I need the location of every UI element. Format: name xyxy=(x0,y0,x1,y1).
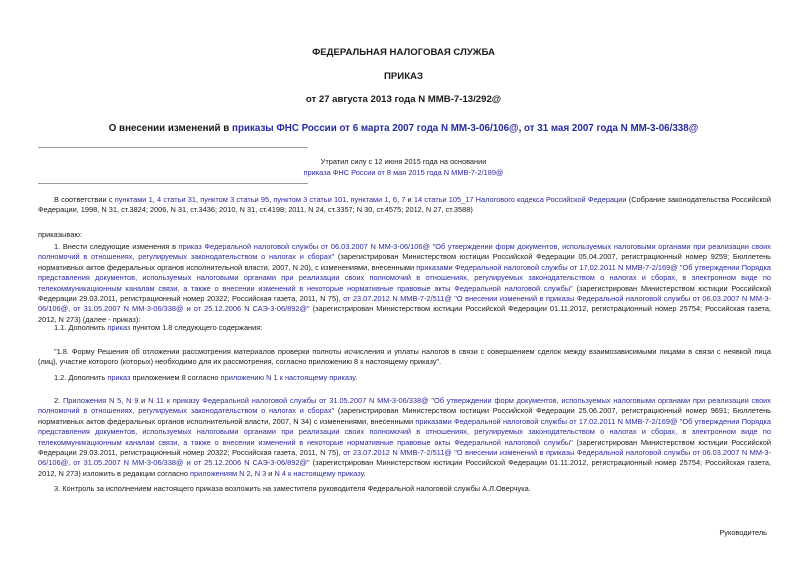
item2-link-appendix-9[interactable]: N 9 xyxy=(126,396,139,405)
intro-paragraph: В соответствии с пунктами 1, 4 статьи 31, пунктом 3 статьи 95, пунктом 3 статьи 101, пунктами 1, 6, 7 и 14 статьи 105_17 Налогового кодекса Российской Федерации (Собрание законодательства Российской Федерации, 1998, N 31, ст.3824; 2006, N 31, ст.3436; 2010, N 31, ст.4198; 2011, N 24, ст.3357; N 30, ст.4575; 2012, N 27, ст.3588) xyxy=(38,195,772,215)
item2-link-appendix-5[interactable]: Приложения N 5 xyxy=(62,396,122,405)
quote-1-8: "1.8. Форму Решения об отложении рассмотрения материалов проверки полноты исчисления и уплаты налогов в связи с совершением сделок между взаимозависимыми лицами в связи с неявкой лица (лиц), участие которого (которых) необходимо для их рассмотрения, согласно приложению 8 к настоящему приказу". xyxy=(38,347,771,367)
intro-link[interactable]: пунктом 3 статьи 101 xyxy=(273,195,347,204)
intro-link[interactable]: пунктом 3 статьи 95 xyxy=(200,195,270,204)
subject-link-order-338[interactable]: от 31 мая 2007 года N ММ-3-06/338@ xyxy=(524,123,699,134)
order-word: приказываю: xyxy=(38,230,82,239)
item2-link-order-511[interactable]: от 23.07.2012 N ММВ-7-2/511@ "О внесении изменений в приказы Федеральной налоговой службы от 06.03.2007 N ММ-3-06/106@, от 31.05.2007 N ММ-3-06/338@ и от 25.12.2006 N САЭ-3-06/892@" xyxy=(38,448,772,468)
intro-link[interactable]: 4 статьи 31 xyxy=(157,195,197,204)
item2-link-appendix-4[interactable]: N 4 к настоящему приказу xyxy=(274,468,364,478)
item-1: 1. Внести следующие изменения в приказ Федеральной налоговой службы от 06.03.2007 N ММ-3-06/106@ "Об утверждении форм документов, используемых налоговыми органами при реализации своих полномочий в отношениях, регулируемых законодательством о налогах и сборах" (зарегистрирован Министерством юстиции Российской Федерации 05.04.2007, регистрационный номер 9259; Бюллетень нормативных актов федеральных органов исполнительной власти, 2007, N 20), с изменениями, внесенными приказами Федеральной налоговой службы от 17.02.2011 N ММВ-7-2/169@ "Об утверждении Порядка представления документов, используемых налоговыми органами при реализации своих полномочий в отношениях, регулируемых законодательством о налогах и сборах, в электронном виде по телекоммуникационным каналам связи, а также о внесении изменений в некоторые нормативные правовые акты Федеральной налоговой службы" (зарегистрирован Министерством юстиции Российской Федерации 29.03.2011, регистрационный номер 20322; Российская газета, 2011, N 75), от 23.07.2012 N ММВ-7-2/511@ "О внесении изменений в приказы Федеральной налоговой службы от 06.03.2007 N ММ-3-06/106@, от 31.05.2007 N ММ-3-06/338@ и от 25.12.2006 N САЭ-3-06/892@" (зарегистрирован Министерством юстиции Российской Федерации 01.11.2012, регистрационный номер 25754; Российская газета, 2012, N 273) (далее - приказ): xyxy=(38,242,772,324)
item-2: 2. Приложения N 5, N 9 и N 11 к приказу Федеральной налоговой службы от 31.05.2007 N ММ-3-06/338@ "Об утверждении форм документов, используемых налоговыми органами при реализации своих полномочий в отношениях, регулируемых законодательством о налогах и сборах" (зарегистрирован Министерством юстиции Российской Федерации 25.06.2007, регистрационный номер 9691; Бюллетень нормативных актов федеральных органов исполнительной власти, 2007, N 34) с изменениями, внесенными приказами Федеральной налоговой службы от 17.02.2011 N ММВ-7-2/169@ "Об утверждении Порядка представления документов, используемых налоговыми органами при реализации своих полномочий в отношениях, регулируемых законодательством о налогах и сборах, в электронном виде по телекоммуникационным каналам связи, а также о внесении изменений в некоторые нормативные правовые акты Федеральной налоговой службы" (зарегистрирован Министерством юстиции Российской Федерации 29.03.2011, регистрационный номер 20322; Российская газета, 2011, N 75), от 23.07.2012 N ММВ-7-2/511@ "О внесении изменений в приказы Федеральной налоговой службы от 06.03.2007 N ММ-3-06/106@, от 31.05.2007 N ММ-3-06/338@ и от 25.12.2006 N САЭ-3-06/892@" (зарегистрирован Министерством юстиции Российской Федерации 01.11.2012, регистрационный номер 25754; Российская газета, 2012, N 273) изложить в редакции согласно приложениям N 2, N 3 и N 4 к настоящему приказу. xyxy=(38,396,772,478)
doc-type-title: ПРИКАЗ xyxy=(384,71,423,82)
doc-date-number: от 27 августа 2013 года N ММВ-7-13/292@ xyxy=(305,94,502,105)
divider-top xyxy=(38,147,308,148)
item-1-1: 1.1. Дополнить приказ пунктом 1.8 следующего содержания: xyxy=(54,323,263,332)
lost-force-note: Утратил силу с 12 июня 2015 года на основании xyxy=(320,157,487,166)
lost-force-link[interactable]: приказа ФНС России от 8 мая 2015 года N ММВ-7-2/189@ xyxy=(303,168,504,177)
signature-title: Руководитель xyxy=(719,528,767,537)
item-3: 3. Контроль за исполнением настоящего приказа возложить на заместителя руководителя Федеральной налоговой службы А.Л.Оверчука. xyxy=(54,484,531,493)
agency-title: ФЕДЕРАЛЬНАЯ НАЛОГОВАЯ СЛУЖБА xyxy=(312,47,495,58)
intro-link[interactable]: 7 xyxy=(401,195,406,204)
subject-link-order-106[interactable]: приказы ФНС России от 6 марта 2007 года N ММ-3-06/106@ xyxy=(232,123,519,134)
item1-link-order-511[interactable]: от 23.07.2012 N ММВ-7-2/511@ "О внесении изменений в приказы Федеральной налоговой службы от 06.03.2007 N ММ-3-06/106@, от 31.05.2007 N ММ-3-06/338@ и от 25.12.2006 N САЭ-3-06/892@" xyxy=(38,294,772,314)
document-subject: О внесении изменений в приказы ФНС России от 6 марта 2007 года N ММ-3-06/106@, от 31 мая 2007 года N ММ-3-06/338@ xyxy=(108,123,699,134)
item2-link-appendix-11[interactable]: N 11 к приказу Федеральной налоговой службы от 31.05.2007 N ММ-3-06/338@ "Об утверждении форм документов, используемых налоговыми органами при реализации своих полномочий в отношениях, регулируемых законодательством о налогах и сборах" xyxy=(38,396,771,416)
divider-bottom xyxy=(38,183,308,184)
item-1-2: 1.2. Дополнить приказ приложением 8 согласно приложению N 1 к настоящему приказу. xyxy=(54,373,358,382)
intro-link[interactable]: 6 xyxy=(392,195,397,204)
item2-link-appendix-3[interactable]: N 3 xyxy=(254,468,267,478)
item1-1-link-order[interactable]: приказ xyxy=(107,323,131,332)
intro-link[interactable]: пунктами 1 xyxy=(114,195,153,204)
intro-link[interactable]: пунктами 1 xyxy=(350,195,389,204)
item1-2-link-appendix-1[interactable]: приложению N 1 к настоящему приказу xyxy=(220,373,356,382)
intro-link-tax-code[interactable]: 14 статьи 105_17 Налогового кодекса Российской Федерации xyxy=(413,195,627,204)
item1-2-link-order[interactable]: приказ xyxy=(107,373,131,382)
item1-link-order-106[interactable]: приказ Федеральной налоговой службы от 06.03.2007 N ММ-3-06/106@ "Об утверждении форм документов, используемых налоговыми органами при реализации своих полномочий в отношениях, регулируемых законодательством о налогах и сборах" xyxy=(38,242,771,262)
item1-link-order-169[interactable]: приказами Федеральной налоговой службы от 17.02.2011 N ММВ-7-2/169@ "Об утверждении Порядка представления документов, используемых налоговыми органами при реализации своих полномочий в отношениях, регулируемых законодательством о налогах и сборах, в электронном виде по телекоммуникационным каналам связи, а также о внесении изменений в некоторые нормативные правовые акты Федеральной налоговой службы" xyxy=(38,262,771,293)
item2-link-appendix-2[interactable]: приложениям N 2 xyxy=(190,468,251,478)
item2-link-order-169[interactable]: приказами Федеральной налоговой службы от 17.02.2011 N ММВ-7-2/169@ "Об утверждении Порядка представления документов, используемых налоговыми органами при реализации своих полномочий в отношениях, регулируемых законодательством о налогах и сборах, в электронном виде по телекоммуникационным каналам связи, а также о внесении изменений в некоторые нормативные правовые акты Федеральной налоговой службы" xyxy=(38,416,771,447)
